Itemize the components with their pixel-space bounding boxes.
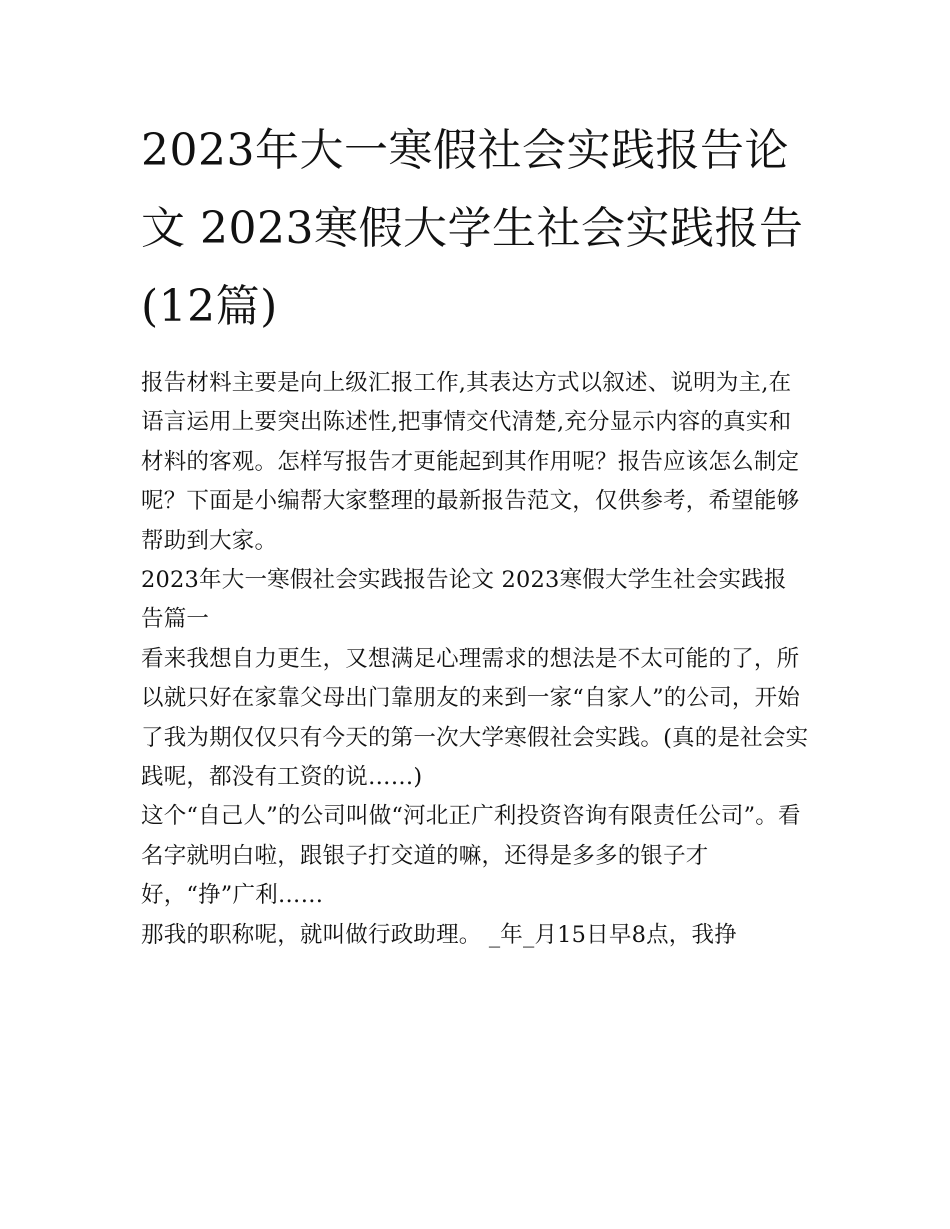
document-title: 2023年大一寒假社会实践报告论文 2023寒假大学生社会实践报告(12篇) [141, 125, 804, 332]
document-content [141, 112, 809, 955]
body-paragraph: 看来我想自力更生，又想满足心理需求的想法是不太可能的了，所以就只好在家靠父母出门靠朋友的来到一家“自家人”的公司，开始了我为期仅仅只有今天的第一次大学寒假社会实践。(真的是社会实践呢，都没有工资的说……) [141, 645, 809, 791]
body-paragraph: 那我的职称呢，就叫做行政助理。 _年_月15日早8点，我挣 [141, 921, 737, 948]
section-heading: 2023年大一寒假社会实践报告论文 2023寒假大学生社会实践报告篇一 [141, 567, 787, 633]
body-paragraph: 这个“自己人”的公司叫做“河北正广利投资咨询有限责任公司”。看名字就明白啦，跟银子打交道的嘛，还得是多多的银子才好，“挣”广利…… [141, 803, 801, 909]
intro-paragraph: 报告材料主要是向上级汇报工作,其表达方式以叙述、说明为主,在语言运用上要突出陈述性,把事情交代清楚,充分显示内容的真实和材料的客观。怎样写报告才更能起到其作用呢？报告应该怎么制定呢？下面是小编帮大家整理的最新报告范文，仅供参考，希望能够帮助到大家。 [141, 370, 800, 554]
